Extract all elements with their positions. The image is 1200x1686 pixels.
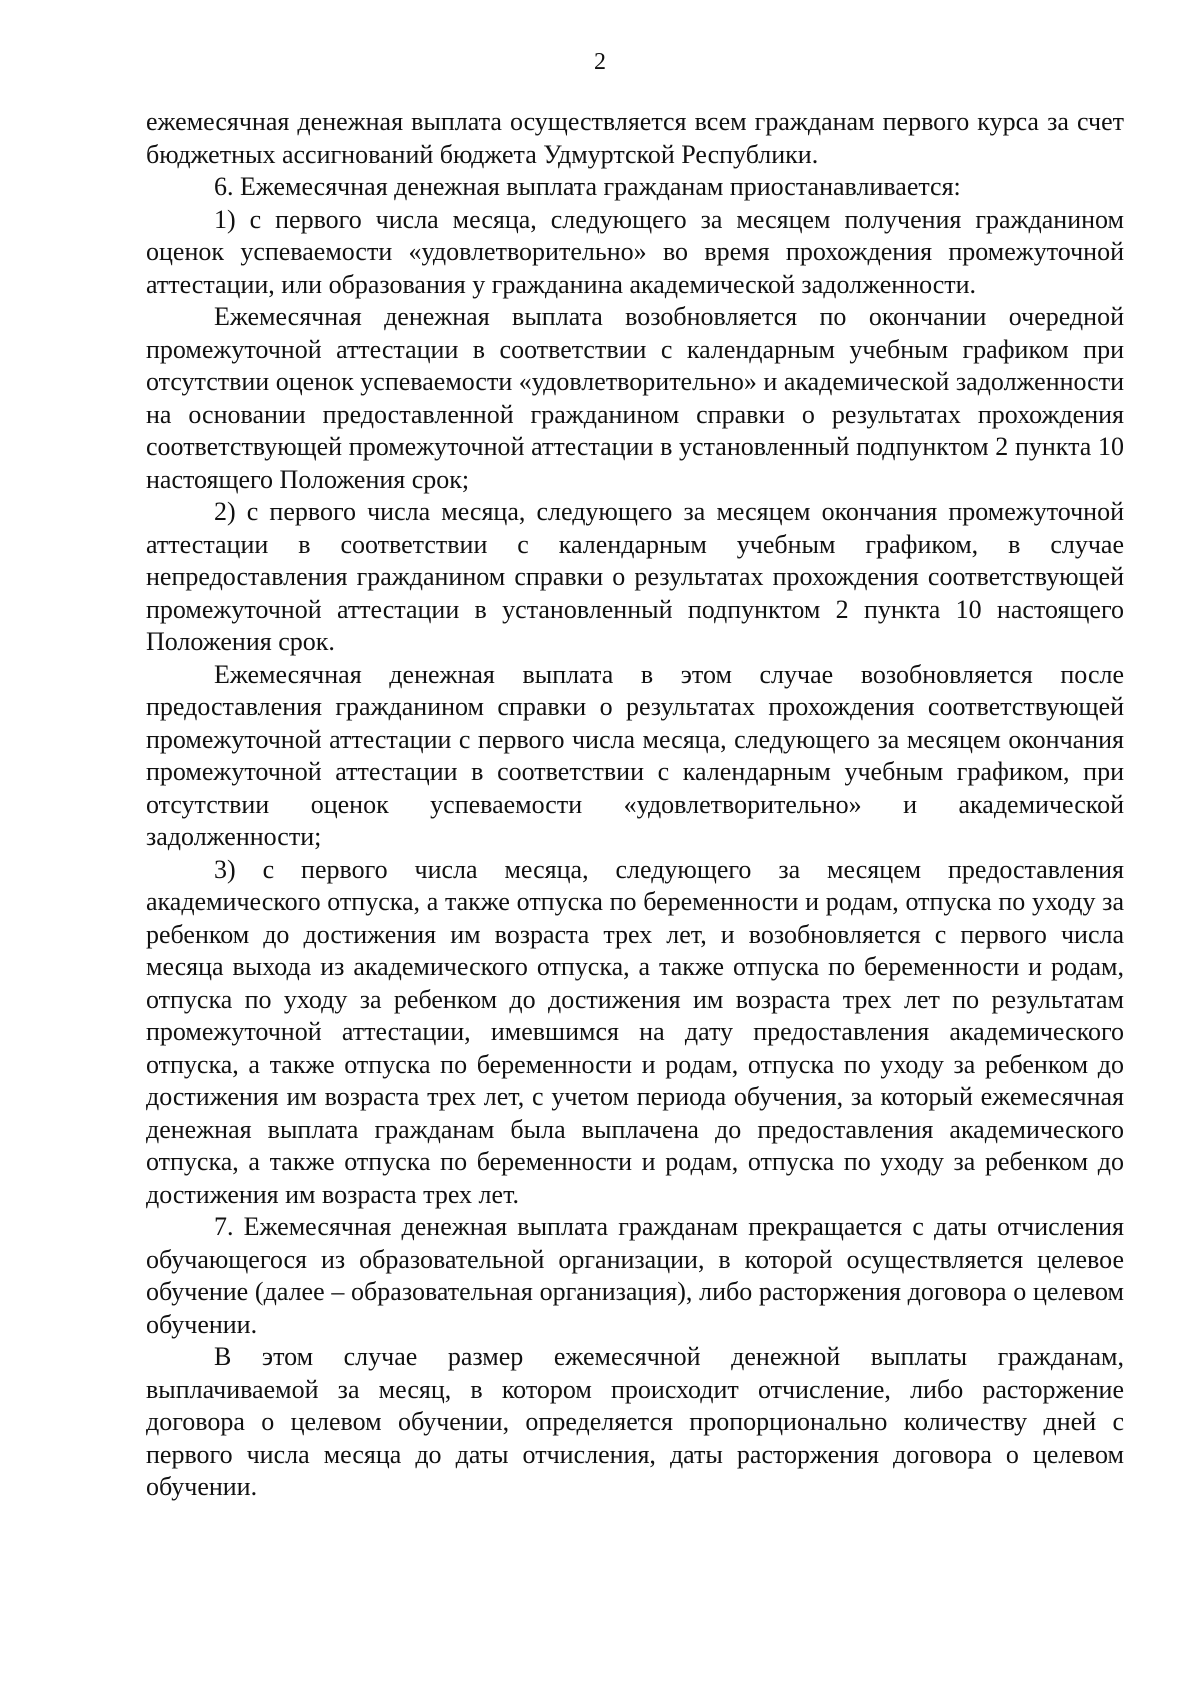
paragraph: Ежемесячная денежная выплата в этом случае возобновляется после предоставления гражданином справки о результатах прохождения соответствующей промежуточной аттестации с первого числа месяца, следующего за месяцем окончания промежуточной аттестации в соответствии с календарным учебным графиком, при отсутствии оценок успеваемости «удовлетворительно» и академической задолженности; xyxy=(146,659,1124,851)
paragraph: 3) с первого числа месяца, следующего за месяцем предоставления академического отпуска, а также отпуска по беременности и родам, отпуска по уходу за ребенком до достижения им возраста трех лет, и возобновляется с первого числа месяца выхода из академического отпуска, а также отпуска по беременности и родам, отпуска по уходу за ребенком до достижения им возраста трех лет по результатам промежуточной аттестации, имевшимся на дату предоставления академического отпуска, а также отпуска по беременности и родам, отпуска по уходу за ребенком до достижения им возраста трех лет, с учетом периода обучения, за который ежемесячная денежная выплата гражданам была выплачена до предоставления академического отпуска, а также отпуска по беременности и родам, отпуска по уходу за ребенком до достижения им возраста трех лет. xyxy=(146,854,1124,1209)
page-number: 2 xyxy=(594,49,606,75)
paragraph: 2) с первого числа месяца, следующего за месяцем окончания промежуточной аттестации в соответствии с календарным учебным графиком, в случае непредоставления гражданином справки о результатах прохождения соответствующей промежуточной аттестации в установленный подпунктом 2 пункта 10 настоящего Положения срок. xyxy=(146,497,1124,656)
paragraph: Ежемесячная денежная выплата возобновляется по окончании очередной промежуточной аттестации в соответствии с календарным учебным графиком при отсутствии оценок успеваемости «удовлетворительно» и академической задолженности на основании предоставленной гражданином справки о результатах прохождения соответствующей промежуточной аттестации в установленный подпунктом 2 пункта 10 настоящего Положения срок; xyxy=(146,302,1124,494)
paragraph: ежемесячная денежная выплата осуществляется всем гражданам первого курса за счет бюджетных ассигнований бюджета Удмуртской Республики. xyxy=(146,107,1124,169)
paragraph: 6. Ежемесячная денежная выплата гражданам приостанавливается: xyxy=(214,172,961,201)
document-body xyxy=(146,106,1124,1504)
paragraph: 1) с первого числа месяца, следующего за месяцем получения гражданином оценок успеваемости «удовлетворительно» во время прохождения промежуточной аттестации, или образования у гражданина академической задолженности. xyxy=(146,204,1124,299)
paragraph: В этом случае размер ежемесячной денежной выплаты гражданам, выплачиваемой за месяц, в котором происходит отчисление, либо расторжение договора о целевом обучении, определяется пропорционально количеству дней с первого числа месяца до даты отчисления, даты расторжения договора о целевом обучении. xyxy=(146,1342,1124,1501)
paragraph: 7. Ежемесячная денежная выплата гражданам прекращается с даты отчисления обучающегося из образовательной организации, в которой осуществляется целевое обучение (далее – образовательная организация), либо расторжения договора о целевом обучении. xyxy=(146,1212,1124,1339)
